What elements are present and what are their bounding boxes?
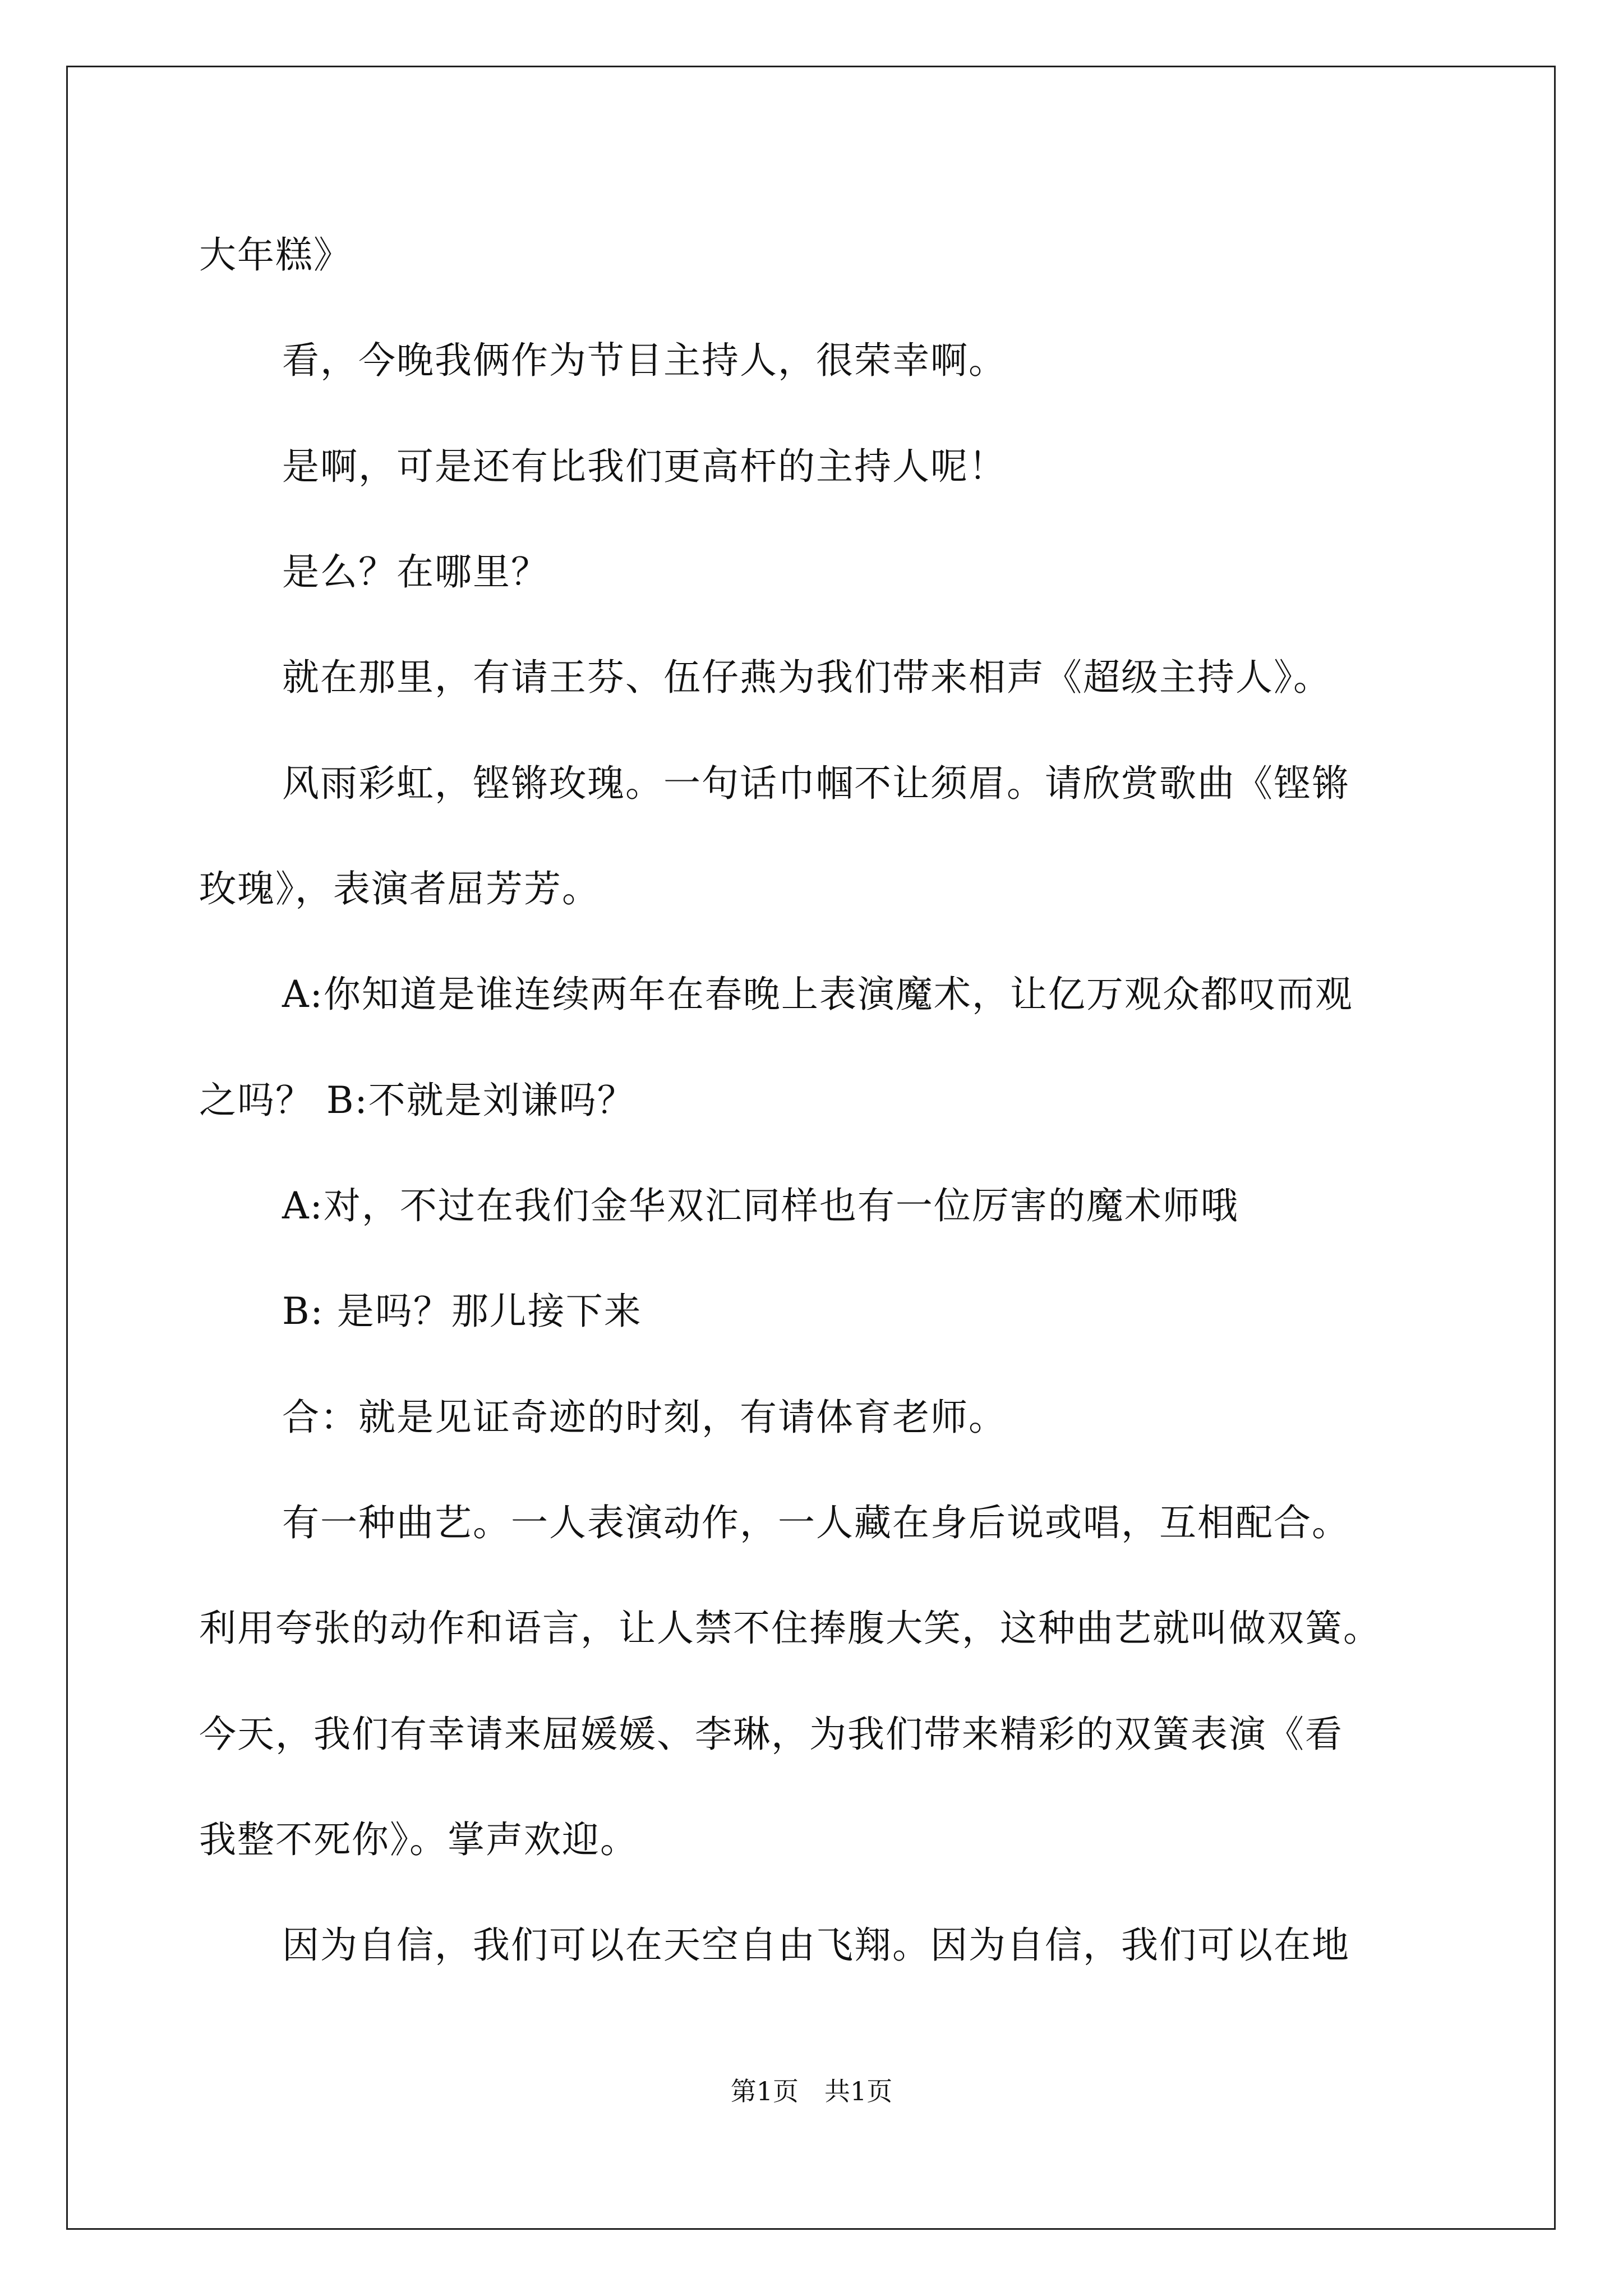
text-line: 风雨彩虹，铿锵玫瑰。一句话巾帼不让须眉。请欣赏歌曲《铿锵: [282, 762, 1350, 805]
text-line: 利用夸张的动作和语言，让人禁不住捧腹大笑，这种曲艺就叫做双簧。: [199, 1607, 1381, 1650]
page-border: [66, 66, 1556, 2230]
text-line: 有一种曲艺。一人表演动作，一人藏在身后说或唱，互相配合。: [282, 1501, 1350, 1544]
text-line: 之吗？ B:不就是刘谦吗？: [199, 1079, 635, 1122]
text-line: 是么？在哪里？: [282, 550, 549, 593]
text-line: 合：就是见证奇迹的时刻，有请体育老师。: [282, 1396, 1007, 1439]
text-line: 玫瑰》，表演者屈芳芳。: [199, 867, 600, 910]
text-line: A:对，不过在我们金华双汇同样也有一位厉害的魔术师哦: [282, 1184, 1239, 1227]
text-line: 因为自信，我们可以在天空自由飞翔。因为自信，我们可以在地: [282, 1924, 1350, 1967]
text-line: 大年糕》: [199, 233, 352, 277]
text-line: 我整不死你》。掌声欢迎。: [199, 1818, 638, 1861]
page-number-footer: 第1页 共1页: [730, 2076, 893, 2106]
text-line: 是啊，可是还有比我们更高杆的主持人呢！: [282, 445, 1007, 488]
text-line: A:你知道是谁连续两年在春晚上表演魔术，让亿万观众都叹而观: [282, 973, 1353, 1016]
text-line: 看，今晚我俩作为节目主持人，很荣幸啊。: [282, 339, 1007, 382]
text-line: B: 是吗？那儿接下来: [282, 1290, 642, 1333]
text-line: 今天，我们有幸请来屈媛媛、李琳，为我们带来精彩的双簧表演《看: [199, 1713, 1343, 1756]
text-line: 就在那里，有请王芬、伍仔燕为我们带来相声《超级主持人》。: [282, 656, 1331, 699]
